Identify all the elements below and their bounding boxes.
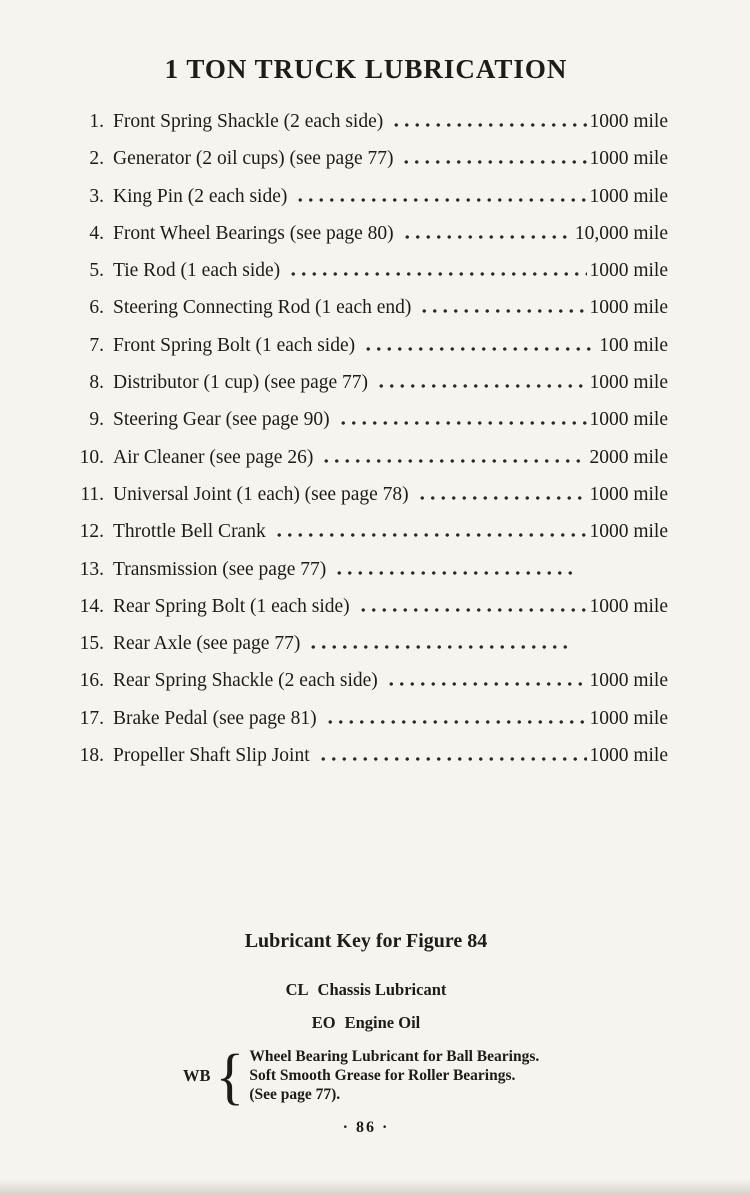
item-number: 18.: [79, 745, 104, 767]
leader-dots: [417, 309, 587, 313]
key-heading: Lubricant Key for Figure 84: [244, 930, 488, 953]
leader-dots: [336, 421, 588, 425]
item-number: 10.: [79, 446, 104, 468]
wb-lines: [249, 1047, 539, 1104]
leader-dots: [272, 533, 588, 537]
list-item: [64, 186, 668, 223]
list-item: [64, 633, 668, 670]
leader-dots: [389, 123, 587, 127]
leader-dots: [316, 757, 588, 761]
item-value: 2000 mile: [589, 446, 668, 468]
item-number: 16.: [79, 670, 104, 692]
item-number: 2.: [89, 148, 104, 170]
item-label: Distributor (1 cup) (see page 77): [113, 372, 369, 394]
item-value: 1000 mile: [589, 707, 668, 729]
item-number: 17.: [79, 707, 104, 729]
item-label: Rear Spring Shackle (2 each side): [113, 670, 378, 692]
page-title: 1 TON TRUCK LUBRICATION: [164, 54, 568, 84]
item-number: 7.: [89, 334, 104, 356]
lubricant-key: [64, 930, 668, 1111]
page-number: · 86 ·: [342, 1119, 390, 1137]
leader-dots: [293, 198, 587, 202]
item-value: 100 mile: [599, 334, 668, 356]
item-value: 10,000 mile: [574, 222, 668, 244]
item-number: 12.: [79, 521, 104, 543]
brace-glyph: {: [215, 1041, 245, 1111]
item-value: 1000 mile: [589, 670, 668, 692]
list-item: [64, 596, 668, 633]
item-label: King Pin (2 each side): [113, 185, 288, 207]
item-label: Brake Pedal (see page 81): [113, 707, 317, 729]
leader-dots: [306, 645, 572, 649]
item-label: Front Wheel Bearings (see page 80): [113, 222, 394, 244]
list-item: [64, 447, 668, 484]
leader-dots: [400, 235, 573, 239]
list-item: [64, 260, 668, 297]
item-label: Front Spring Bolt (1 each side): [113, 334, 356, 356]
key-text: Chassis Lubricant: [317, 980, 447, 1000]
list-item: [64, 484, 668, 521]
item-label: Throttle Bell Crank: [113, 521, 266, 543]
item-number: 11.: [80, 483, 104, 505]
item-label: Generator (2 oil cups) (see page 77): [113, 148, 394, 170]
list-item: [64, 335, 668, 372]
leader-dots: [415, 496, 588, 500]
key-entry-wb: [183, 1041, 668, 1111]
list-item: [64, 708, 668, 745]
item-number: 13.: [79, 558, 104, 580]
item-number: 4.: [89, 222, 104, 244]
leader-dots: [323, 720, 588, 724]
item-value: 1000 mile: [589, 521, 668, 543]
leader-dots: [286, 272, 587, 276]
wb-line: Wheel Bearing Lubricant for Ball Bearings.: [249, 1048, 540, 1066]
item-value: 1000 mile: [589, 409, 668, 431]
wb-line: (See page 77).: [249, 1086, 341, 1104]
item-value: 1000 mile: [589, 260, 668, 282]
leader-dots: [319, 459, 587, 463]
item-label: Rear Axle (see page 77): [113, 633, 301, 655]
item-number: 14.: [79, 595, 104, 617]
leader-dots: [399, 160, 587, 164]
leader-dots: [384, 682, 588, 686]
list-item: [64, 559, 668, 596]
item-label: Air Cleaner (see page 26): [113, 446, 314, 468]
item-label: Transmission (see page 77): [113, 558, 327, 580]
leader-dots: [361, 347, 597, 351]
item-label: Tie Rod (1 each side): [113, 260, 281, 282]
list-item: [64, 409, 668, 446]
key-entry-eo: [64, 1013, 668, 1033]
item-value: 1000 mile: [589, 745, 668, 767]
item-number: 9.: [89, 409, 104, 431]
item-value: 1000 mile: [589, 483, 668, 505]
key-code: CL: [285, 980, 309, 1000]
list-item: [64, 745, 668, 782]
lubrication-list: [64, 111, 668, 782]
item-number: 15.: [79, 633, 104, 655]
wb-line: Soft Smooth Grease for Roller Bearings.: [249, 1067, 516, 1085]
item-number: 6.: [89, 297, 104, 319]
item-value: 1000 mile: [589, 372, 668, 394]
list-item: [64, 111, 668, 148]
scan-edge-shadow: [0, 1179, 750, 1195]
item-number: 3.: [89, 185, 104, 207]
item-value: 1000 mile: [589, 595, 668, 617]
leader-dots: [374, 384, 587, 388]
leader-dots: [356, 608, 588, 612]
item-value: 1000 mile: [589, 148, 668, 170]
list-item: [64, 148, 668, 185]
item-label: Rear Spring Bolt (1 each side): [113, 595, 350, 617]
list-item: [64, 223, 668, 260]
key-text: Engine Oil: [344, 1013, 421, 1033]
list-item: [64, 372, 668, 409]
item-label: Propeller Shaft Slip Joint: [113, 745, 310, 767]
key-entry-cl: [64, 980, 668, 1000]
item-number: 5.: [89, 260, 104, 282]
item-label: Steering Gear (see page 90): [113, 409, 330, 431]
list-item: [64, 670, 668, 707]
item-label: Steering Connecting Rod (1 each end): [113, 297, 412, 319]
item-number: 1.: [89, 111, 104, 132]
item-label: Universal Joint (1 each) (see page 78): [113, 483, 409, 505]
key-code: WB: [183, 1065, 211, 1085]
leader-dots: [332, 571, 572, 575]
list-item: [64, 297, 668, 334]
item-value: 1000 mile: [589, 111, 668, 132]
item-value: 1000 mile: [589, 185, 668, 207]
item-label: Front Spring Shackle (2 each side): [113, 111, 384, 132]
item-value: 1000 mile: [589, 297, 668, 319]
key-code: EO: [311, 1013, 336, 1033]
list-item: [64, 521, 668, 558]
item-number: 8.: [89, 372, 104, 394]
